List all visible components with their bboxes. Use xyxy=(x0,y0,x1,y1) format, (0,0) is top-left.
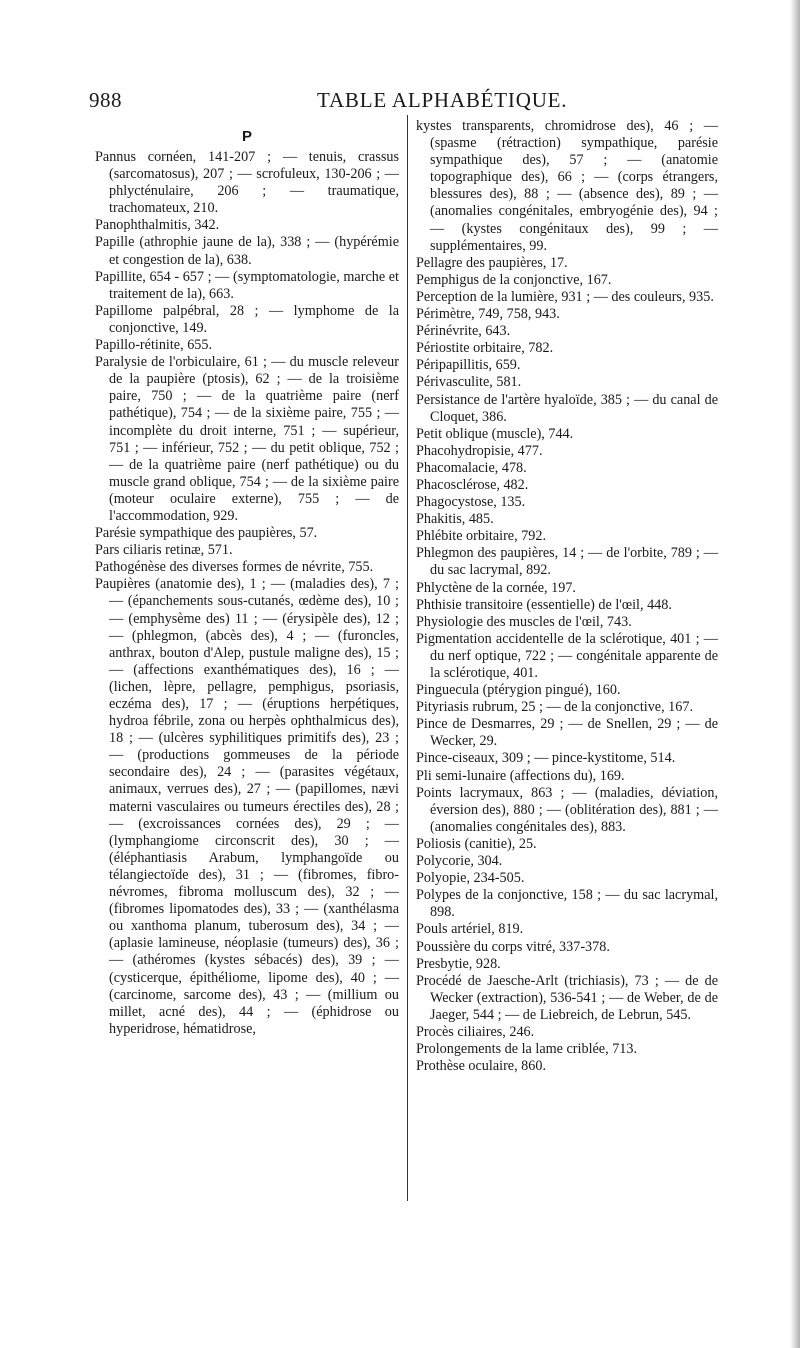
index-entry: Phlébite orbitaire, 792. xyxy=(416,528,547,545)
index-entry: Périnévrite, 643. xyxy=(416,323,511,340)
index-entry: Péripapillitis, 659. xyxy=(416,357,521,374)
index-entry: Phacomalacie, 478. xyxy=(416,459,527,476)
index-entry: Phagocystose, 135. xyxy=(416,494,526,511)
index-entry-continued: kystes transparents, chromidrose des), 46 ; — (spasme (rétraction) sympathique, parésie sympathique des), 57 ; — (anatomie topographique des), 66 ; — (corps étrangers, blessures des), 88 ; — (absence des), 89 ; — (anomalies congénitales, embryogénie des), 94 ; — (kystes congénitaux des), 99 ; — supplémentaires, 99. xyxy=(416,118,718,254)
index-entry: Pouls artériel, 819. xyxy=(416,921,524,938)
index-entry: Pemphigus de la conjonctive, 167. xyxy=(416,271,612,288)
index-entry: Procès ciliaires, 246. xyxy=(416,1023,535,1040)
index-entry: Périmètre, 749, 758, 943. xyxy=(416,306,560,323)
index-entry: Papillo-rétinite, 655. xyxy=(95,337,213,354)
index-entry: Papille (athrophie jaune de la), 338 ; — (hypérémie et congestion de la), 638. xyxy=(95,234,399,268)
index-entry: Panophthalmitis, 342. xyxy=(95,217,220,234)
right-column xyxy=(416,118,718,1075)
index-entry: Poussière du corps vitré, 337-378. xyxy=(416,938,610,955)
index-entry: Procédé de Jaesche-Arlt (trichiasis), 73 ; — de de Wecker (extraction), 536-541 ; — de Weber, de de Jaeger, 544 ; — de Liebreich, de Lebrun, 545. xyxy=(416,972,718,1023)
index-entry: Perception de la lumière, 931 ; — des couleurs, 935. xyxy=(416,288,714,305)
index-entry: Persistance de l'artère hyaloïde, 385 ; — du canal de Cloquet, 386. xyxy=(416,391,718,425)
index-entry: Prothèse oculaire, 860. xyxy=(416,1058,547,1075)
index-entry: Pathogénèse des diverses formes de névrite, 755. xyxy=(95,559,374,576)
index-entry: Polypes de la conjonctive, 158 ; — du sac lacrymal, 898. xyxy=(416,887,718,921)
index-entry: Pince de Desmarres, 29 ; — de Snellen, 29 ; — de Wecker, 29. xyxy=(416,716,718,750)
index-entry: Paupières (anatomie des), 1 ; — (maladies des), 7 ; — (épanchements sous-cutanés, œdème des), 10 ; — (emphysème des) 11 ; — (érysipèle des), 12 ; — (phlegmon, (abcès des), 4 ; — (furoncles, anthrax, bouton d'Alep, pustule maligne des), 15 ; — (affections exanthématiques des), 16 ; — (lichen, lèpre, pellagre, pemphigus, psoriasis, eczéma des), 17 ; — (éruptions herpétiques, hydroa fébrile, zona ou herpès ophthalmicus des), 18 ; — (ulcères syphilitiques primitifs des), 23 ; — (productions gommeuses de la période secondaire des), 24 ; — (parasites végétaux, animaux, verrues des), 27 ; — (papillomes, nævi materni vasculaires ou tumeurs érectiles des), 28 ; — (excroissances cornées des), 29 ; — (lymphangiome circonscrit des), 30 ; — (éléphantiasis Arabum, lymphangoïde ou télangiectoïde des), 31 ; — (fibromes, fibro-névromes, fibroma molluscum des), 32 ; — (fibromes lipomatodes des), 33 ; — (xanthélasma ou xanthoma planum, tuberosum des), 34 ; — (aplasie lamineuse, néoplasie (tumeurs) des), 36 ; — (athéromes (kystes sébacés) des), 39 ; — (cysticerque, épithéliome, lipome des), 40 ; — (carcinome, sarcome des), 43 ; — (millium ou millet, acné des), 44 ; — (éphidrose ou hyperidrose, hématidrose, xyxy=(95,576,399,1037)
index-entry: Pigmentation accidentelle de la sclérotique, 401 ; — du nerf optique, 722 ; — congénitale apparente de la sclérotique, 401. xyxy=(416,630,718,681)
index-entry: Phlyctène de la cornée, 197. xyxy=(416,579,576,596)
page-number: 988 xyxy=(89,88,122,112)
index-entry: Phthisie transitoire (essentielle) de l'œil, 448. xyxy=(416,596,672,613)
index-entry: Pinguecula (ptérygion pingué), 160. xyxy=(416,682,621,699)
index-entry: Physiologie des muscles de l'œil, 743. xyxy=(416,613,632,630)
index-entry: Phacohydropisie, 477. xyxy=(416,442,543,459)
index-entry: Points lacrymaux, 863 ; — (maladies, déviation, éversion des), 880 ; — (oblitération des), 881 ; — (anomalies congénitales des), 883. xyxy=(416,784,718,835)
index-entry: Prolongements de la lame criblée, 713. xyxy=(416,1041,638,1058)
index-entry: Pars ciliaris retinæ, 571. xyxy=(95,542,233,559)
index-entry: Pannus cornéen, 141-207 ; — tenuis, crassus (sarcomatosus), 207 ; — scrofuleux, 130-206 ; — phlycténulaire, 206 ; — traumatique, trachomateux, 210. xyxy=(95,149,399,217)
index-entry: Paralysie de l'orbiculaire, 61 ; — du muscle releveur de la paupière (ptosis), 62 ; — de la troisième paire, 750 ; — de la quatrième paire (nerf pathétique), 754 ; — de la sixième paire, 755 ; — incomplète du droit interne, 751 ; — supérieur, 751 ; — inférieur, 752 ; — du petit oblique, 752 ; — de la quatrième paire (nerf pathétique) ou du muscle grand oblique, 754 ; — de la sixième paire (moteur oculaire externe), 755 ; — de l'accommodation, 929. xyxy=(95,354,399,524)
index-entry: Pince-ciseaux, 309 ; — pince-kystitome, 514. xyxy=(416,750,676,767)
index-entry: Périostite orbitaire, 782. xyxy=(416,340,554,357)
index-entry: Papillite, 654 - 657 ; — (symptomatologie, marche et traitement de la), 663. xyxy=(95,268,399,302)
index-entry: Presbytie, 928. xyxy=(416,955,501,972)
index-entry: Pellagre des paupières, 17. xyxy=(416,254,568,271)
index-entry: Polycorie, 304. xyxy=(416,853,503,870)
index-entry: Périvasculite, 581. xyxy=(416,374,522,391)
index-entry: Parésie sympathique des paupières, 57. xyxy=(95,525,318,542)
index-entry: Phakitis, 485. xyxy=(416,511,494,528)
column-divider xyxy=(407,115,408,1201)
page-edge-shadow xyxy=(790,0,800,1348)
index-entry: Papillome palpébral, 28 ; — lymphome de la conjonctive, 149. xyxy=(95,302,399,336)
index-entry: Pityriasis rubrum, 25 ; — de la conjonctive, 167. xyxy=(416,699,694,716)
index-entry: Petit oblique (muscle), 744. xyxy=(416,425,574,442)
index-entry: Phlegmon des paupières, 14 ; — de l'orbite, 789 ; — du sac lacrymal, 892. xyxy=(416,545,718,579)
page-header xyxy=(0,88,800,114)
index-entry: Polyopie, 234-505. xyxy=(416,870,525,887)
index-entry: Phacosclérose, 482. xyxy=(416,476,529,493)
running-title: TABLE ALPHABÉTIQUE. xyxy=(317,88,568,112)
index-entry: Poliosis (canitie), 25. xyxy=(416,835,537,852)
section-letter: P xyxy=(241,128,252,145)
left-column xyxy=(95,128,399,1038)
index-entry: Pli semi-lunaire (affections du), 169. xyxy=(416,767,625,784)
